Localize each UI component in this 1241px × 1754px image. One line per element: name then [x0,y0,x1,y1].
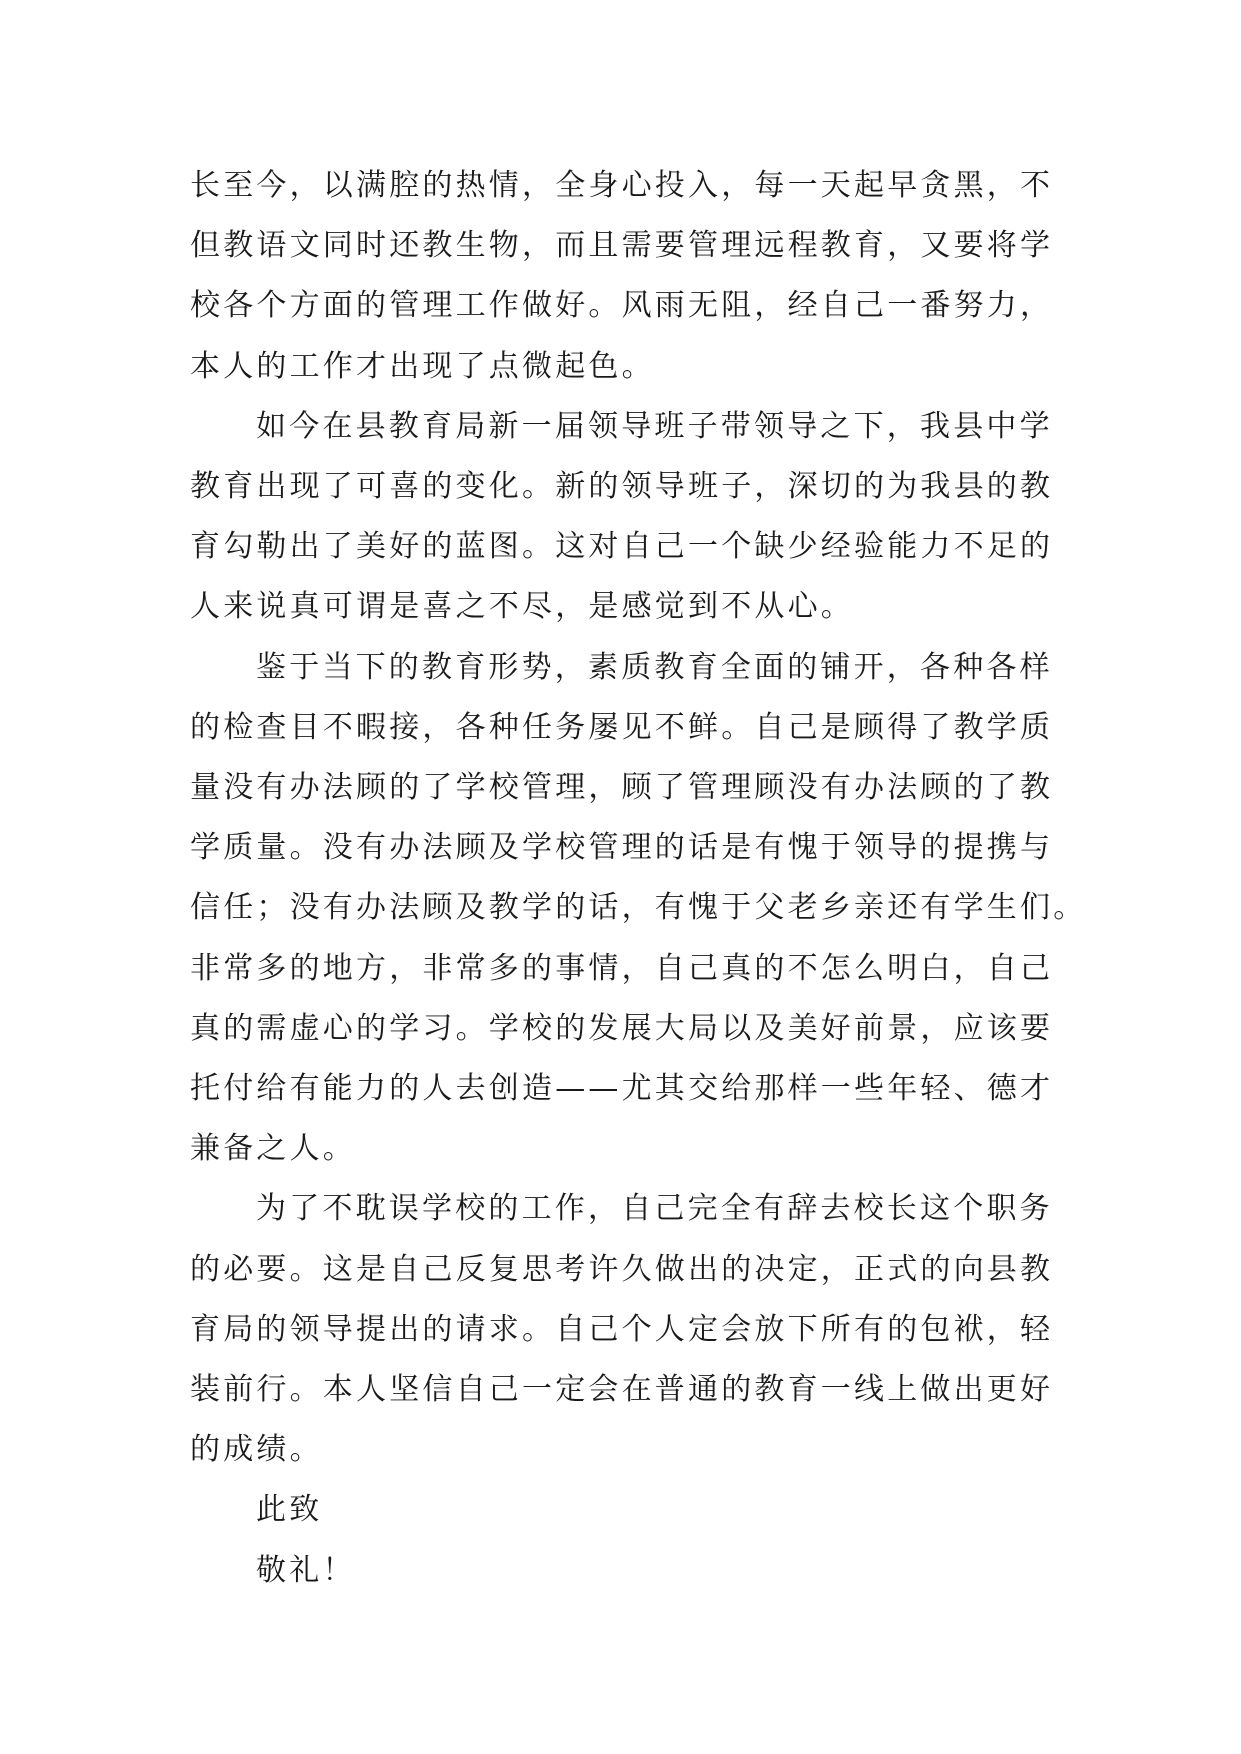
text-line: 为了不耽误学校的工作，自己完全有辞去校长这个职务 [256,1191,1053,1227]
text-line: 人来说真可谓是喜之不尽，是感觉到不从心。 [190,589,854,625]
text-line: 真的需虚心的学习。学校的发展大局以及美好前景，应该要 [190,1010,1054,1046]
text-line: 的必要。这是自己反复思考许久做出的决定，正式的向县教 [190,1251,1054,1287]
text-line: 兼备之人。 [190,1131,356,1167]
document-body [190,156,1087,1601]
text-line: 育局的领导提出的请求。自己个人定会放下所有的包袱，轻 [190,1311,1054,1347]
paragraph-4 [190,1179,1070,1480]
text-line: 敬礼！ [256,1552,356,1588]
text-line: 此致 [256,1492,323,1528]
paragraph-2 [190,397,1070,638]
text-line: 的检查目不暇接，各种任务屡见不鲜。自己是顾得了教学质 [190,709,1054,745]
text-line: 信任；没有办法顾及教学的话，有愧于父老乡亲还有学生们。 [190,890,1087,926]
text-line: 装前行。本人坚信自己一定会在普通的教育一线上做出更好 [190,1372,1054,1408]
paragraph-1 [190,156,1070,397]
text-line: 如今在县教育局新一届领导班子带领导之下，我县中学 [256,408,1053,444]
text-line: 本人的工作才出现了点微起色。 [190,348,655,384]
text-line: 量没有办法顾的了学校管理，顾了管理顾没有办法顾的了教 [190,770,1054,806]
closing-salutation [190,1480,1070,1540]
closing-regards [190,1541,1070,1601]
text-line: 非常多的地方，非常多的事情，自己真的不怎么明白，自己 [190,950,1054,986]
text-line: 的成绩。 [190,1432,323,1468]
text-line: 教育出现了可喜的变化。新的领导班子，深切的为我县的教 [190,469,1054,505]
text-line: 学质量。没有办法顾及学校管理的话是有愧于领导的提携与 [190,830,1054,866]
text-line: 校各个方面的管理工作做好。风雨无阻，经自己一番努力， [190,288,1054,324]
text-line: 但教语文同时还教生物，而且需要管理远程教育，又要将学 [190,228,1054,264]
text-line: 长至今，以满腔的热情，全身心投入，每一天起早贪黑，不 [190,168,1054,203]
text-line: 育勾勒出了美好的蓝图。这对自己一个缺少经验能力不足的 [190,529,1054,565]
paragraph-3 [190,638,1087,1180]
text-line: 托付给有能力的人去创造——尤其交给那样一些年轻、德才 [190,1071,1054,1107]
text-line: 鉴于当下的教育形势，素质教育全面的铺开，各种各样 [256,649,1053,685]
